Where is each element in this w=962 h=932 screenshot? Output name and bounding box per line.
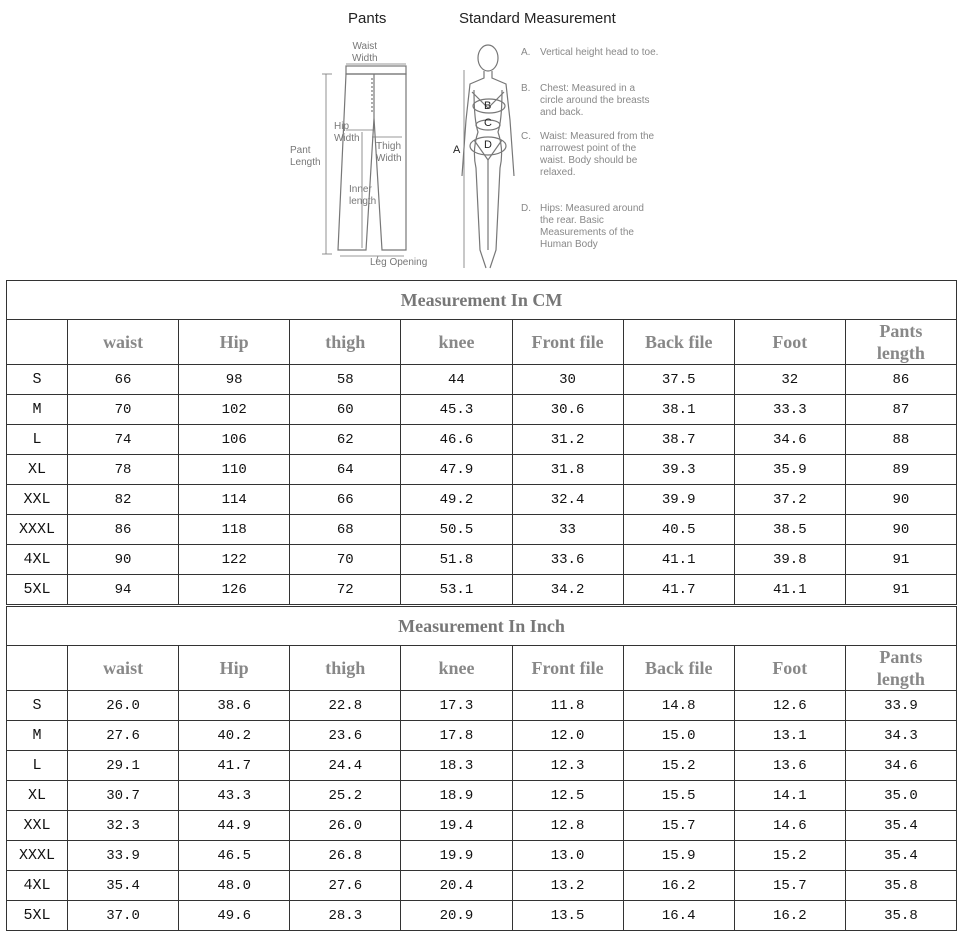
- table-cell: 70: [290, 545, 401, 575]
- table-row: [7, 871, 957, 901]
- note-letter-c: C.: [521, 131, 531, 142]
- inch-header-row: [7, 646, 957, 691]
- table-cell: 60: [290, 395, 401, 425]
- table-cell: 12.0: [512, 721, 623, 751]
- table-cell: 14.6: [734, 811, 845, 841]
- table-cell: 45.3: [401, 395, 512, 425]
- size-label: XXXL: [7, 841, 68, 871]
- table-cell: 13.0: [512, 841, 623, 871]
- table-cell: 16.4: [623, 901, 734, 931]
- table-cell: 14.1: [734, 781, 845, 811]
- table-cell: 91: [845, 575, 956, 605]
- table-row: [7, 575, 957, 605]
- body-letter-a: A: [453, 144, 461, 156]
- table-cell: 30.7: [68, 781, 179, 811]
- table-cell: 51.8: [401, 545, 512, 575]
- table-cell: 12.8: [512, 811, 623, 841]
- table-cell: 33.9: [845, 691, 956, 721]
- table-cell: 70: [68, 395, 179, 425]
- table-cell: 35.4: [68, 871, 179, 901]
- table-cell: 90: [845, 515, 956, 545]
- note-text-d: Hips: Measured around the rear. Basic Measurements of the Human Body: [540, 203, 644, 250]
- table-row: [7, 515, 957, 545]
- waist-width-label: Waist Width: [352, 41, 378, 64]
- table-cell: 89: [845, 455, 956, 485]
- table-cell: 22.8: [290, 691, 401, 721]
- table-row: [7, 781, 957, 811]
- table-cell: 34.2: [512, 575, 623, 605]
- table-cell: 31.2: [512, 425, 623, 455]
- cm-header-knee: knee: [401, 320, 512, 365]
- cm-table-body: [7, 365, 957, 605]
- table-cell: 40.5: [623, 515, 734, 545]
- table-cell: 66: [290, 485, 401, 515]
- table-cell: 90: [68, 545, 179, 575]
- table-cell: 50.5: [401, 515, 512, 545]
- body-figure: [462, 45, 514, 268]
- table-cell: 49.6: [179, 901, 290, 931]
- note-text-c: Waist: Measured from the narrowest point of the waist. Body should be relaxed.: [540, 131, 655, 178]
- table-cell: 58: [290, 365, 401, 395]
- inch-header-back-file: Back file: [623, 646, 734, 691]
- table-cell: 44: [401, 365, 512, 395]
- table-cell: 15.2: [623, 751, 734, 781]
- table-cell: 12.3: [512, 751, 623, 781]
- cm-header-hip: Hip: [179, 320, 290, 365]
- size-label: M: [7, 395, 68, 425]
- table-cell: 35.8: [845, 901, 956, 931]
- table-cell: 34.6: [845, 751, 956, 781]
- table-cell: 17.3: [401, 691, 512, 721]
- table-cell: 48.0: [179, 871, 290, 901]
- table-cell: 13.6: [734, 751, 845, 781]
- table-cell: 26.0: [290, 811, 401, 841]
- cm-table-title: Measurement In CM: [7, 281, 957, 320]
- table-cell: 38.6: [179, 691, 290, 721]
- table-cell: 38.1: [623, 395, 734, 425]
- inch-size-table: [6, 606, 957, 931]
- table-cell: 39.3: [623, 455, 734, 485]
- table-cell: 62: [290, 425, 401, 455]
- table-cell: 40.2: [179, 721, 290, 751]
- table-cell: 15.5: [623, 781, 734, 811]
- table-cell: 37.5: [623, 365, 734, 395]
- table-cell: 27.6: [68, 721, 179, 751]
- cm-header-back-file: Back file: [623, 320, 734, 365]
- measurement-illustration: [0, 0, 962, 278]
- size-label: S: [7, 365, 68, 395]
- table-cell: 64: [290, 455, 401, 485]
- table-cell: 13.2: [512, 871, 623, 901]
- note-letter-a: A.: [521, 47, 531, 58]
- table-cell: 122: [179, 545, 290, 575]
- inch-title-row: [7, 607, 957, 646]
- table-cell: 33.6: [512, 545, 623, 575]
- table-cell: 68: [290, 515, 401, 545]
- table-cell: 32: [734, 365, 845, 395]
- table-cell: 15.2: [734, 841, 845, 871]
- table-cell: 90: [845, 485, 956, 515]
- table-cell: 28.3: [290, 901, 401, 931]
- table-cell: 37.2: [734, 485, 845, 515]
- cm-header-thigh: thigh: [290, 320, 401, 365]
- table-cell: 14.8: [623, 691, 734, 721]
- table-cell: 26.8: [290, 841, 401, 871]
- table-cell: 18.3: [401, 751, 512, 781]
- table-cell: 126: [179, 575, 290, 605]
- note-letter-d: D.: [521, 203, 531, 214]
- table-cell: 33.9: [68, 841, 179, 871]
- table-cell: 86: [68, 515, 179, 545]
- standard-measurement-title: Standard Measurement: [459, 10, 616, 27]
- table-cell: 18.9: [401, 781, 512, 811]
- table-cell: 88: [845, 425, 956, 455]
- size-label: 4XL: [7, 545, 68, 575]
- cm-header-row: [7, 320, 957, 365]
- size-label: 5XL: [7, 575, 68, 605]
- table-cell: 41.7: [623, 575, 734, 605]
- table-cell: 41.1: [623, 545, 734, 575]
- table-cell: 35.4: [845, 841, 956, 871]
- table-cell: 20.4: [401, 871, 512, 901]
- table-cell: 15.7: [734, 871, 845, 901]
- table-cell: 35.8: [845, 871, 956, 901]
- size-label: XXXL: [7, 515, 68, 545]
- note-text-b: Chest: Measured in a circle around the breasts and back.: [540, 83, 650, 118]
- table-row: [7, 485, 957, 515]
- table-row: [7, 425, 957, 455]
- table-cell: 35.4: [845, 811, 956, 841]
- table-cell: 94: [68, 575, 179, 605]
- size-label: XL: [7, 781, 68, 811]
- table-cell: 87: [845, 395, 956, 425]
- hip-width-label: Hip Width: [334, 121, 360, 144]
- table-cell: 49.2: [401, 485, 512, 515]
- table-cell: 32.3: [68, 811, 179, 841]
- inch-header-pants-length: Pants length: [845, 646, 956, 691]
- inch-header-waist: waist: [68, 646, 179, 691]
- thigh-width-label: Thigh Width: [376, 141, 402, 164]
- table-cell: 78: [68, 455, 179, 485]
- table-cell: 72: [290, 575, 401, 605]
- table-cell: 11.8: [512, 691, 623, 721]
- table-cell: 35.0: [845, 781, 956, 811]
- table-cell: 82: [68, 485, 179, 515]
- table-cell: 13.1: [734, 721, 845, 751]
- table-cell: 30.6: [512, 395, 623, 425]
- inner-length-label: Inner length: [349, 184, 377, 207]
- inch-header-front-file: Front file: [512, 646, 623, 691]
- table-cell: 39.8: [734, 545, 845, 575]
- table-cell: 74: [68, 425, 179, 455]
- table-row: [7, 455, 957, 485]
- size-label: 5XL: [7, 901, 68, 931]
- table-cell: 46.6: [401, 425, 512, 455]
- table-cell: 12.5: [512, 781, 623, 811]
- leg-opening-label: Leg Opening: [370, 257, 428, 268]
- size-label: XXL: [7, 811, 68, 841]
- table-row: [7, 365, 957, 395]
- table-cell: 86: [845, 365, 956, 395]
- table-cell: 19.4: [401, 811, 512, 841]
- table-cell: 24.4: [290, 751, 401, 781]
- table-cell: 66: [68, 365, 179, 395]
- table-cell: 26.0: [68, 691, 179, 721]
- table-cell: 12.6: [734, 691, 845, 721]
- cm-header-waist: waist: [68, 320, 179, 365]
- inch-header-blank: [7, 646, 68, 691]
- cm-size-table: [6, 280, 957, 605]
- cm-header-foot: Foot: [734, 320, 845, 365]
- table-row: [7, 901, 957, 931]
- table-cell: 32.4: [512, 485, 623, 515]
- table-row: [7, 545, 957, 575]
- size-label: XL: [7, 455, 68, 485]
- body-letter-c: C: [484, 117, 492, 129]
- table-cell: 31.8: [512, 455, 623, 485]
- note-letter-b: B.: [521, 83, 531, 94]
- size-label: M: [7, 721, 68, 751]
- table-cell: 91: [845, 545, 956, 575]
- table-cell: 29.1: [68, 751, 179, 781]
- size-label: L: [7, 425, 68, 455]
- table-row: [7, 841, 957, 871]
- table-cell: 106: [179, 425, 290, 455]
- inch-table-title: Measurement In Inch: [7, 607, 957, 646]
- table-cell: 15.7: [623, 811, 734, 841]
- pants-title: Pants: [348, 10, 387, 27]
- cm-title-row: [7, 281, 957, 320]
- note-text-a: Vertical height head to toe.: [540, 47, 659, 58]
- table-cell: 19.9: [401, 841, 512, 871]
- inch-header-knee: knee: [401, 646, 512, 691]
- table-cell: 41.7: [179, 751, 290, 781]
- table-cell: 38.5: [734, 515, 845, 545]
- table-cell: 25.2: [290, 781, 401, 811]
- pant-length-label: Pant Length: [290, 145, 321, 168]
- body-letter-b: B: [484, 100, 492, 112]
- table-cell: 98: [179, 365, 290, 395]
- table-cell: 118: [179, 515, 290, 545]
- table-row: [7, 691, 957, 721]
- table-cell: 17.8: [401, 721, 512, 751]
- size-label: S: [7, 691, 68, 721]
- table-cell: 38.7: [623, 425, 734, 455]
- table-cell: 35.9: [734, 455, 845, 485]
- table-cell: 43.3: [179, 781, 290, 811]
- table-cell: 34.6: [734, 425, 845, 455]
- table-cell: 16.2: [623, 871, 734, 901]
- cm-header-front-file: Front file: [512, 320, 623, 365]
- inch-header-hip: Hip: [179, 646, 290, 691]
- table-cell: 33.3: [734, 395, 845, 425]
- table-cell: 46.5: [179, 841, 290, 871]
- table-cell: 16.2: [734, 901, 845, 931]
- table-cell: 15.0: [623, 721, 734, 751]
- table-row: [7, 395, 957, 425]
- table-row: [7, 721, 957, 751]
- table-cell: 114: [179, 485, 290, 515]
- table-cell: 102: [179, 395, 290, 425]
- table-cell: 27.6: [290, 871, 401, 901]
- size-label: XXL: [7, 485, 68, 515]
- table-cell: 13.5: [512, 901, 623, 931]
- table-row: [7, 811, 957, 841]
- table-cell: 44.9: [179, 811, 290, 841]
- table-row: [7, 751, 957, 781]
- illustration-graphics: [0, 0, 962, 278]
- table-cell: 20.9: [401, 901, 512, 931]
- table-cell: 41.1: [734, 575, 845, 605]
- size-label: L: [7, 751, 68, 781]
- table-cell: 30: [512, 365, 623, 395]
- cm-header-pants-length: Pants length: [845, 320, 956, 365]
- table-cell: 33: [512, 515, 623, 545]
- inch-header-thigh: thigh: [290, 646, 401, 691]
- table-cell: 53.1: [401, 575, 512, 605]
- table-cell: 110: [179, 455, 290, 485]
- body-letter-d: D: [484, 139, 492, 151]
- table-cell: 34.3: [845, 721, 956, 751]
- table-cell: 47.9: [401, 455, 512, 485]
- table-cell: 15.9: [623, 841, 734, 871]
- inch-header-foot: Foot: [734, 646, 845, 691]
- size-label: 4XL: [7, 871, 68, 901]
- inch-table-body: [7, 691, 957, 931]
- table-cell: 23.6: [290, 721, 401, 751]
- cm-header-blank: [7, 320, 68, 365]
- table-cell: 39.9: [623, 485, 734, 515]
- table-cell: 37.0: [68, 901, 179, 931]
